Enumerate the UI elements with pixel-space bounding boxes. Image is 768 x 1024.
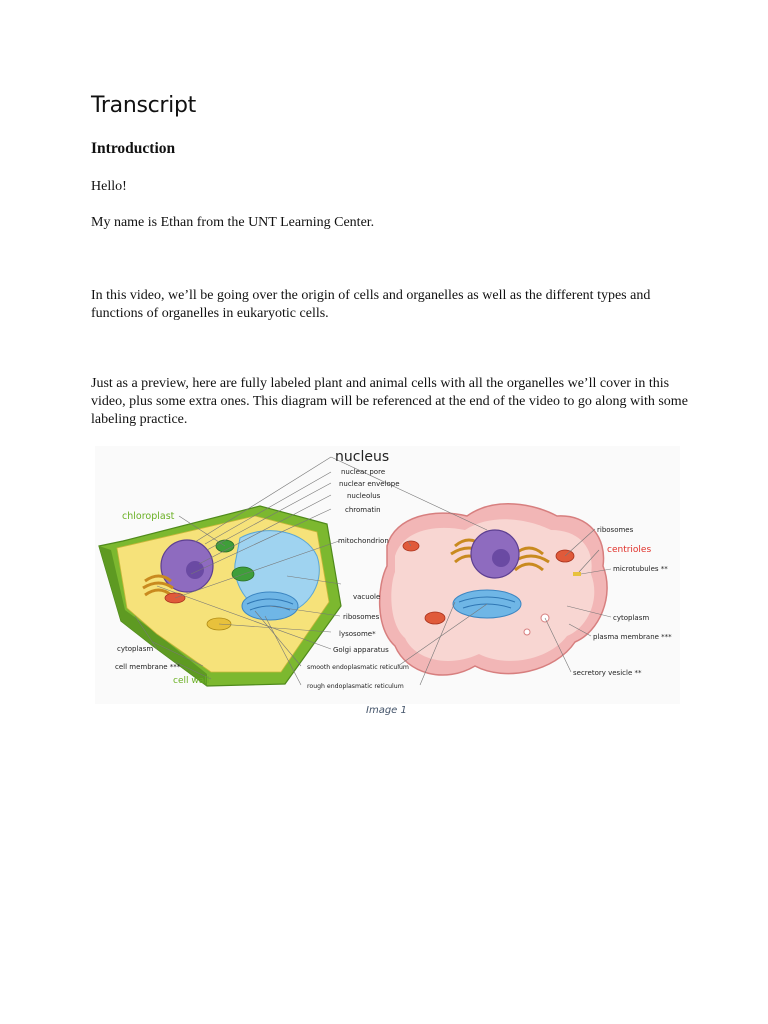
label-chloroplast: chloroplast [122, 511, 175, 522]
label-nucleus: nucleus [335, 449, 390, 465]
plant-nucleolus-shape [186, 561, 204, 579]
chloroplast-shape-1 [232, 567, 254, 581]
label-lysosome: lysosome* [339, 630, 376, 638]
label-centrioles: centrioles [607, 545, 652, 555]
paragraph-preview: Just as a preview, here are fully labeled plant and animal cells with all the organelles we’ll cover in this video, plus some extra ones. This diagram will be referenced at the end of the video to go along with some labeling practice. [91, 376, 688, 427]
label-plasma-membrane: plasma membrane *** [593, 633, 672, 641]
label-mitochondrion: mitochondrion [338, 537, 389, 545]
label-secretory-vesicle: secretory vesicle ** [573, 669, 642, 677]
label-ribosomes-animal: ribosomes [597, 526, 634, 534]
label-nuclear-pore: nuclear pore [341, 468, 386, 476]
label-cytoplasm-animal: cytoplasm [613, 614, 650, 622]
label-vacuole: vacuole [353, 593, 381, 601]
cell-diagram [95, 446, 680, 704]
figure-caption: Image 1 [366, 705, 407, 716]
label-rough-er: rough endoplasmatic reticulum [307, 683, 404, 690]
animal-nucleolus-shape [492, 549, 510, 567]
label-cytoplasm-plant: cytoplasm [117, 645, 154, 653]
paragraph-greeting: Hello! [91, 179, 127, 194]
page-title: Transcript [91, 93, 196, 118]
label-microtubules: microtubules ** [613, 565, 668, 573]
cell-diagram-figure [95, 446, 680, 704]
label-golgi-apparatus: Golgi apparatus [333, 646, 389, 654]
centriole-shape [573, 572, 581, 576]
label-smooth-er: smooth endoplasmatic reticulum [307, 664, 409, 671]
label-cell-wall: cell wall [173, 676, 210, 686]
animal-mitochondrion-shape-3 [425, 612, 445, 624]
label-ribosomes-plant: ribosomes [343, 613, 380, 621]
paragraph-video-overview: In this video, we’ll be going over the origin of cells and organelles as well as the different types and functions of organelles in eukaryotic cells. [91, 288, 651, 321]
label-nuclear-envelope: nuclear envelope [339, 480, 400, 488]
vesicle-shape-2 [524, 629, 530, 635]
label-nucleolus: nucleolus [347, 492, 381, 500]
label-cell-membrane: cell membrane *** [115, 663, 181, 671]
paragraph-intro-name: My name is Ethan from the UNT Learning Center. [91, 215, 375, 230]
label-chromatin: chromatin [345, 506, 381, 514]
section-heading: Introduction [91, 140, 176, 157]
